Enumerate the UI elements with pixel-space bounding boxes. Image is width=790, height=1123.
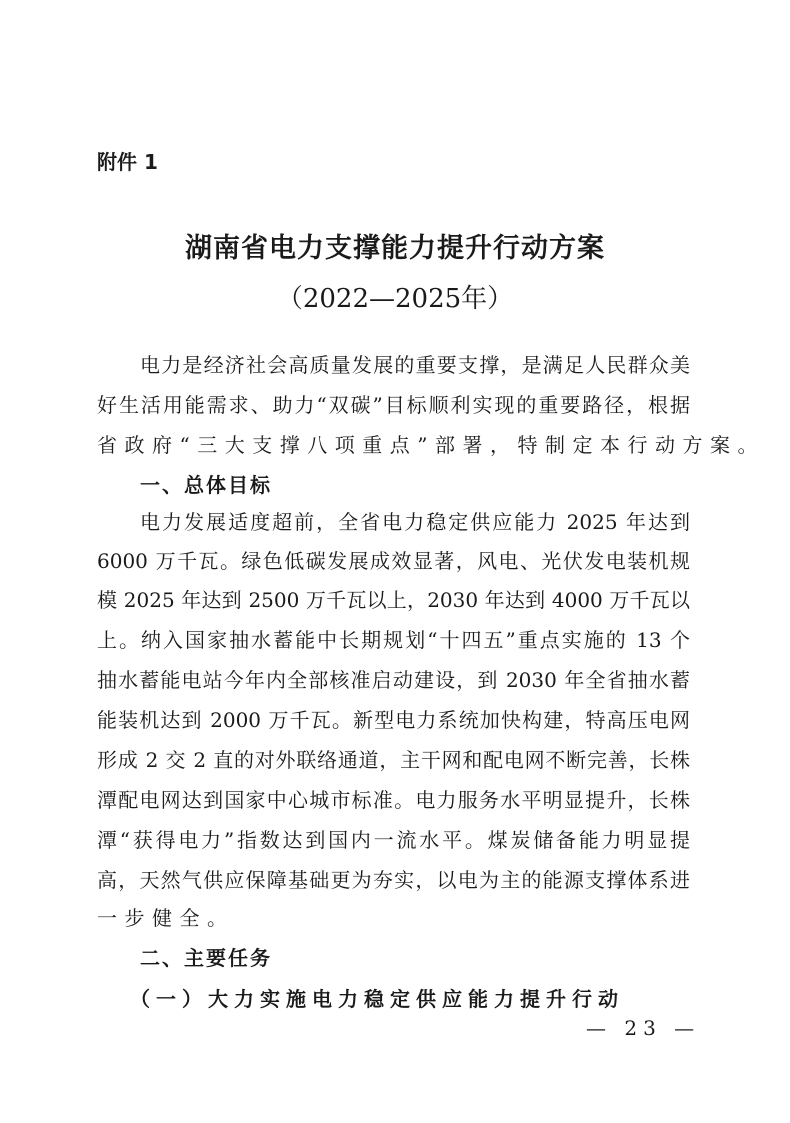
paragraph-line: 上。纳入国家抽水蓄能中长期规划“十四五”重点实施的 13 个 (97, 628, 690, 652)
paragraph-line: 抽水蓄能电站今年内全部核准启动建设，到 2030 年全省抽水蓄 (97, 668, 690, 692)
page-number: — 23 — (586, 1016, 701, 1040)
paragraph-line: 潭配电网达到国家中心城市标准。电力服务水平明显提升，长株 (97, 788, 690, 812)
intro-line: 电力是经济社会高质量发展的重要支撑，是满足人民群众美 (140, 353, 690, 377)
subsection-heading: （一）大力实施电力稳定供应能力提升行动 (130, 987, 624, 1011)
paragraph-line: 电力发展适度超前，全省电力稳定供应能力 2025 年达到 (140, 510, 690, 534)
paragraph-line: 模 2025 年达到 2500 万千瓦以上，2030 年达到 4000 万千瓦以 (97, 588, 690, 612)
section-heading-overall-goals: 一、总体目标 (140, 473, 272, 497)
paragraph-line: 高，天然气供应保障基础更为夯实，以电为主的能源支撑体系进 (97, 868, 690, 892)
paragraph-line: 形成 2 交 2 直的对外联络通道，主干网和配电网不断完善，长株 (97, 748, 690, 772)
paragraph-line: 一步健全。 (97, 906, 235, 930)
section-heading-main-tasks: 二、主要任务 (140, 946, 272, 970)
attachment-label: 附件 1 (97, 150, 158, 174)
document-subtitle: （2022—2025年） (276, 284, 514, 314)
intro-line: 省政府“三大支撑八项重点”部署，特制定本行动方案。 (97, 433, 765, 457)
document-title: 湖南省电力支撑能力提升行动方案 (185, 233, 605, 264)
intro-line: 好生活用能需求、助力“双碳”目标顺利实现的重要路径，根据 (97, 393, 690, 417)
paragraph-line: 能装机达到 2000 万千瓦。新型电力系统加快构建，特高压电网 (97, 708, 690, 732)
paragraph-line: 6000 万千瓦。绿色低碳发展成效显著，风电、光伏发电装机规 (97, 549, 690, 573)
paragraph-line: 潭“获得电力”指数达到国内一流水平。煤炭储备能力明显提 (97, 828, 690, 852)
